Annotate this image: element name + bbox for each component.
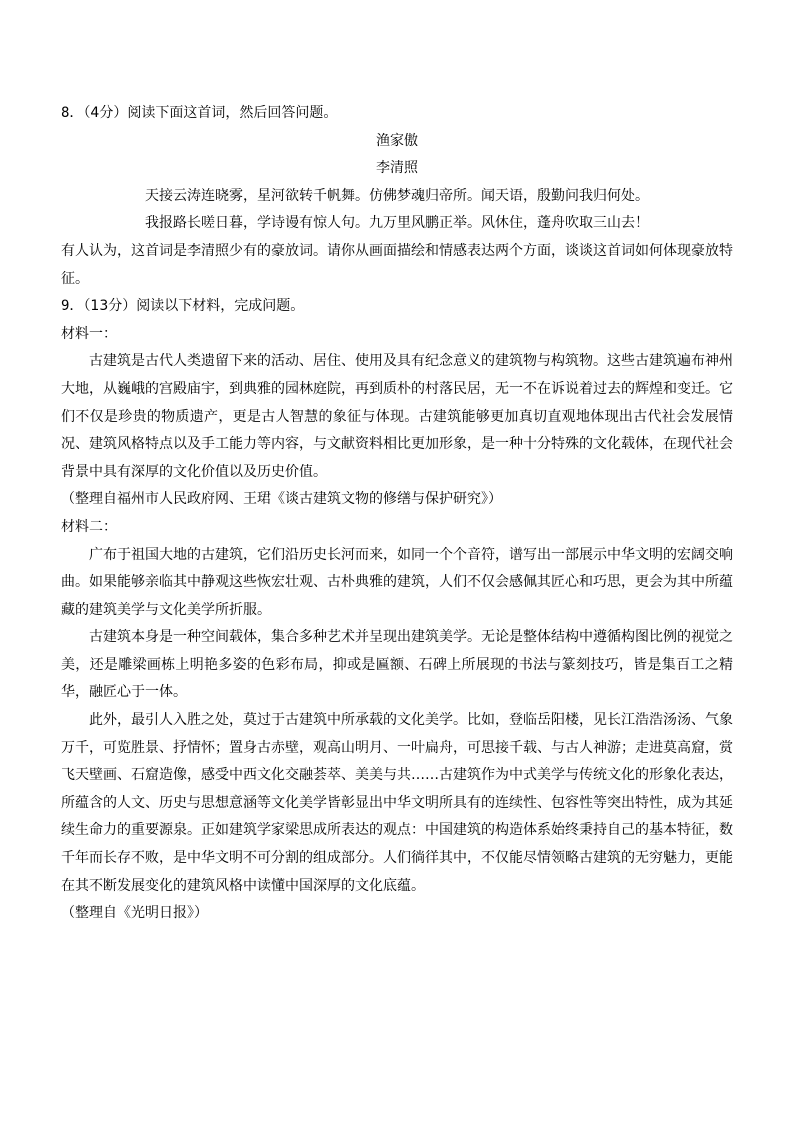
material-2-label: 材料二：	[61, 518, 117, 535]
question-number: 8．	[61, 105, 84, 121]
question-8-text: 有人认为，这首词是李清照少有的豪放词。请你从画面描绘和情感表达两个方面，谈谈这首词如何体现豪放特征。	[61, 242, 733, 287]
material-1-paragraph: 古建筑是古代人类遗留下来的活动、居住、使用及具有纪念意义的建筑物与构筑物。这些古建筑遍布神州大地，从巍峨的宫殿庙宇，到典雅的园林庭院，再到质朴的村落民居，无一不在诉说着过去的辉煌和变迁。它们不仅是珍贵的物质遗产，更是古人智慧的象征与体现。古建筑能够更加真切直观地体现出古代社会发展情况、建筑风格特点以及手工能力等内容，与文献资料相比更加形象，是一种十分特殊的文化载体，在现代社会背景中具有深厚的文化价值以及历史价值。	[61, 353, 733, 480]
question-8-header	[61, 100, 733, 128]
question-prompt: （4分）阅读下面这首词，然后回答问题。	[83, 105, 338, 121]
material-2-paragraph: 广布于祖国大地的古建筑，它们沿历史长河而来，如同一个个音符，谱写出一部展示中华文明的宏阔交响曲。如果能够亲临其中静观这些恢宏壮观、古朴典雅的建筑，人们不仅会感佩其匠心和巧思，更会为其中所蕴藏的建筑美学与文化美学所折服。	[61, 546, 733, 618]
material-1-source: （整理自福州市人民政府网、王珺《谈古建筑文物的修缮与保护研究》）	[61, 491, 502, 508]
material-1-label: 材料一：	[61, 325, 117, 342]
document-page	[61, 100, 733, 928]
question-9-header	[61, 293, 733, 321]
poem-line: 天接云涛连晓雾，星河欲转千帆舞。仿佛梦魂归帝所。闻天语，殷勤问我归何处。	[145, 187, 649, 204]
poem-author: 李清照	[376, 160, 418, 177]
material-2-source: （整理自《光明日报》）	[61, 905, 208, 922]
material-2-paragraph: 古建筑本身是一种空间载体，集合多种艺术并呈现出建筑美学。无论是整体结构中遵循构图比例的视觉之美，还是雕梁画栋上明艳多姿的色彩布局，抑或是匾额、石碑上所展现的书法与篆刻技巧，皆是集百工之精华，融匠心于一体。	[61, 629, 733, 701]
poem-title: 渔家傲	[376, 132, 418, 149]
question-number: 9．	[61, 298, 84, 315]
poem-line: 我报路长嗟日暮，学诗谩有惊人句。九万里风鹏正举。风休住，蓬舟吹取三山去！	[145, 215, 649, 232]
question-prompt: （13分）阅读以下材料，完成问题。	[83, 298, 305, 315]
material-2-paragraph: 此外，最引人入胜之处，莫过于古建筑中所承载的文化美学。比如，登临岳阳楼，见长江浩浩汤汤、气象万千，可览胜景、抒情怀；置身古赤壁，观高山明月、一叶扁舟，可思接千载、与古人神游；走进莫高窟，赏飞天壁画、石窟造像，感受中西文化交融荟萃、美美与共……古建筑作为中式美学与传统文化的形象化表达，所蕴含的人文、历史与思想意涵等文化美学皆彰显出中华文明所具有的连续性、包容性等突出特性，成为其延续生命力的重要源泉。正如建筑学家梁思成所表达的观点：中国建筑的构造体系始终秉持自己的基本特征，数千年而长存不败，是中华文明不可分割的组成部分。人们徜徉其中，不仅能尽情领略古建筑的无穷魅力，更能在其不断发展变化的建筑风格中读懂中国深厚的文化底蕴。	[61, 712, 733, 894]
